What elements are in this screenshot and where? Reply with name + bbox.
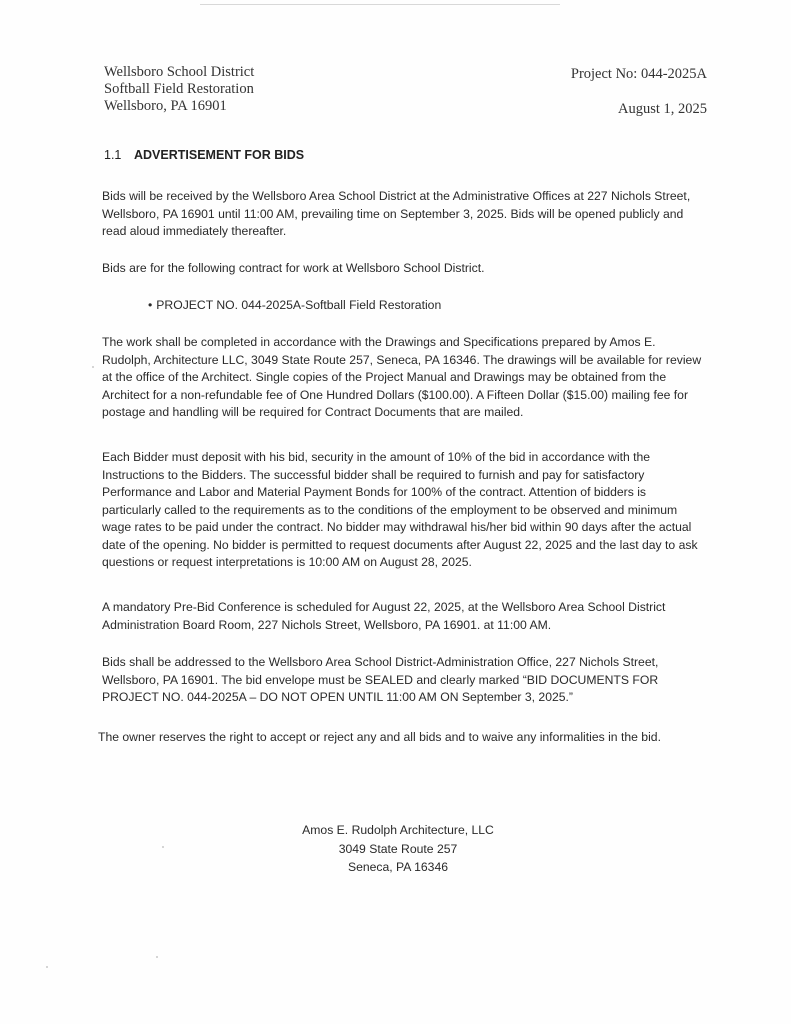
architect-firm-name: Amos E. Rudolph Architecture, LLC xyxy=(302,823,494,837)
bullet-icon: • xyxy=(148,298,153,312)
section-number: 1.1 xyxy=(104,148,122,162)
bullet-project-item xyxy=(148,298,441,312)
paragraph-owner-rights: The owner reserves the right to accept or reject any and all bids and to waive any informalities in the bid. xyxy=(98,730,661,744)
scan-speck xyxy=(156,956,158,958)
recipient-address-block xyxy=(104,64,254,115)
project-number: Project No: 044-2025A xyxy=(570,66,707,82)
architect-street: 3049 State Route 257 xyxy=(338,841,458,856)
bullet-text: PROJECT NO. 044-2025A-Softball Field Restoration xyxy=(156,298,442,312)
document-date: August 1, 2025 xyxy=(617,101,707,117)
district-name: Wellsboro School District xyxy=(104,64,255,80)
section-title: ADVERTISEMENT FOR BIDS xyxy=(134,148,305,162)
paragraph-bid-deposit: Each Bidder must deposit with his bid, security in the amount of 10% of the bid in accordance with the Instructions to the Bidders. The successful bidder shall be required to furnish and pay for satisfactory Performance and Labor and Material Payment Bonds for 100% of the contract. Attention of bidders is particularly called to the requirements as to the conditions of the employment to be observed and minimum wage rates to be paid under the contract. No bidder may withdrawal his/her bid within 90 days after the actual date of the opening. No bidder is permitted to request documents after August 22, 2025 and the last day to ask questions or request interpretations is 10:00 AM on August 28, 2025. xyxy=(102,450,698,569)
scan-speck xyxy=(46,966,48,968)
scan-speck xyxy=(92,366,94,368)
paragraph-bid-address: Bids shall be addressed to the Wellsboro Area School District-Administration Office, 227 Nichols Street, Wellsboro, PA 16901. The bid envelope must be SEALED and clearly marked “BID DOCUMENTS FOR PROJECT NO. 044-2025A – DO NOT OPEN UNTIL 11:00 AM ON September 3, 2025.” xyxy=(102,655,659,704)
paragraph-work-specifications: The work shall be completed in accordance with the Drawings and Specifications prepared by Amos E. Rudolph, Architecture LLC, 3049 State Route 257, Seneca, PA 16346. The drawings will be available for review at the office of the Architect. Single copies of the Project Manual and Drawings may be obtained from the Architect for a non-refundable fee of One Hundred Dollars ($100.00). A Fifteen Dollar ($15.00) mailing fee for postage and handling will be required for Contract Documents that are mailed. xyxy=(102,335,702,419)
project-name: Softball Field Restoration xyxy=(104,81,254,97)
section-heading xyxy=(104,148,304,162)
architect-signature-block xyxy=(200,821,596,877)
district-city: Wellsboro, PA 16901 xyxy=(104,98,227,114)
scan-edge-line xyxy=(200,4,560,5)
paragraph-prebid-conference: A mandatory Pre-Bid Conference is scheduled for August 22, 2025, at the Wellsboro Area School District Administration Board Room, 227 Nichols Street, Wellsboro, PA 16901. at 11:00 AM. xyxy=(102,600,666,632)
scan-speck xyxy=(162,846,164,848)
paragraph-contract-intro: Bids are for the following contract for work at Wellsboro School District. xyxy=(102,261,485,275)
paragraph-bids-received: Bids will be received by the Wellsboro Area School District at the Administrative Offices at 227 Nichols Street, Wellsboro, PA 16901 until 11:00 AM, prevailing time on September 3, 2025. Bids will be opened publicly and read aloud immediately thereafter. xyxy=(102,189,691,238)
architect-city: Seneca, PA 16346 xyxy=(347,860,449,874)
